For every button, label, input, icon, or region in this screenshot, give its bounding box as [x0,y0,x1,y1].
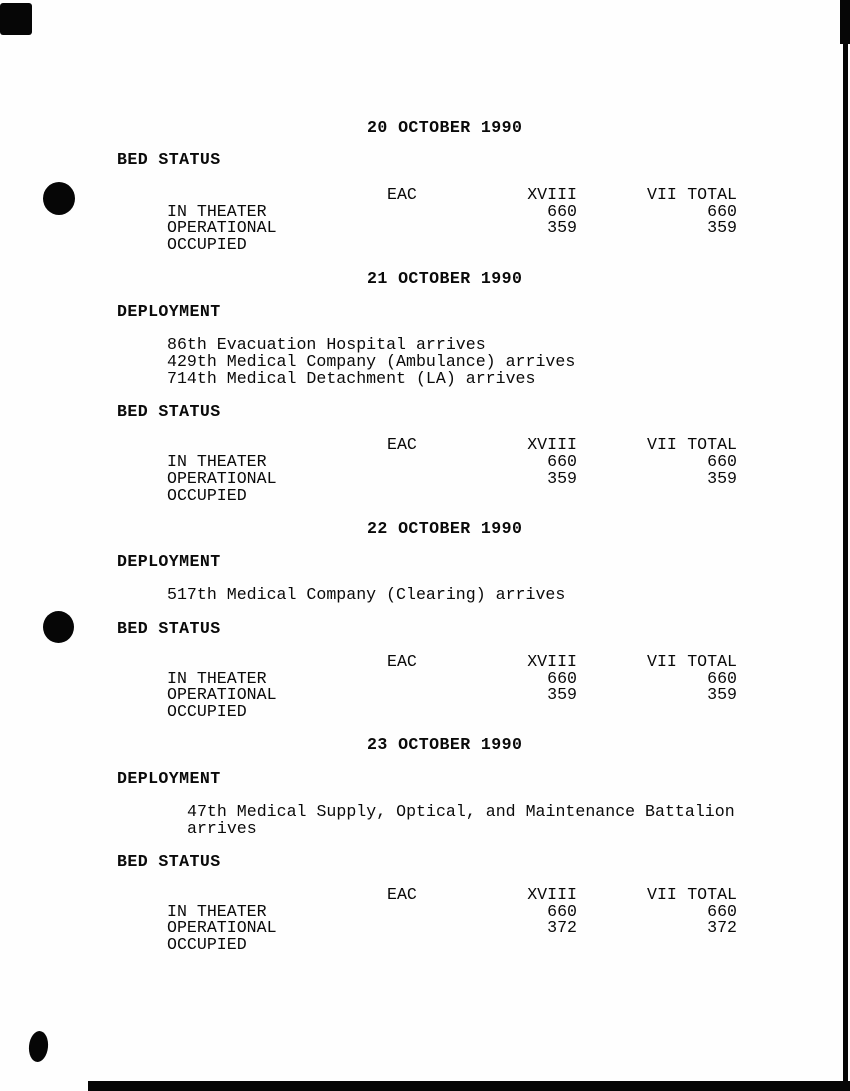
bed-status-heading: BED STATUS [117,619,221,638]
column-header-xviii: XVIII [527,885,577,904]
value-xviii: 359 [547,469,577,488]
value-total: 372 [707,918,737,937]
column-header-eac: EAC [387,652,417,671]
value-xviii: 359 [547,685,577,704]
row-label-operational: OPERATIONAL [167,469,277,488]
deployment-heading: DEPLOYMENT [117,552,221,571]
row-label-in-theater: IN THEATER [167,202,267,221]
bed-status-heading: BED STATUS [117,402,221,421]
column-header-eac: EAC [387,185,417,204]
deployment-line: 47th Medical Supply, Optical, and Maintenance Battalion [187,802,735,821]
column-header-vii: VII [647,435,677,454]
row-label-occupied: OCCUPIED [167,235,247,254]
value-xviii: 660 [547,452,577,471]
date-heading: 23 OCTOBER 1990 [367,735,523,754]
value-total: 660 [707,669,737,688]
deployment-heading: DEPLOYMENT [117,302,221,321]
value-xviii: 660 [547,669,577,688]
value-total: 359 [707,469,737,488]
hole-punch-mark-middle [43,611,74,643]
column-header-xviii: XVIII [527,185,577,204]
column-header-total: TOTAL [687,652,737,671]
value-xviii: 660 [547,902,577,921]
deployment-line: 517th Medical Company (Clearing) arrives [167,585,566,604]
value-total: 359 [707,685,737,704]
date-heading: 22 OCTOBER 1990 [367,519,523,538]
date-heading: 20 OCTOBER 1990 [367,118,523,137]
bed-table-row-operational [0,219,850,237]
column-header-total: TOTAL [687,885,737,904]
value-total: 660 [707,452,737,471]
bed-table-row-occupied [0,703,850,721]
column-header-xviii: XVIII [527,435,577,454]
row-label-occupied: OCCUPIED [167,486,247,505]
row-label-operational: OPERATIONAL [167,218,277,237]
row-label-in-theater: IN THEATER [167,902,267,921]
row-label-operational: OPERATIONAL [167,685,277,704]
deployment-line: 429th Medical Company (Ambulance) arrives [167,352,576,371]
column-header-total: TOTAL [687,185,737,204]
bed-table-row-operational [0,919,850,937]
column-header-vii: VII [647,885,677,904]
column-header-total: TOTAL [687,435,737,454]
bed-table-row-occupied [0,236,850,254]
hole-punch-mark-bottom [27,1030,49,1063]
bed-table-row-operational [0,470,850,488]
deployment-heading: DEPLOYMENT [117,769,221,788]
deployment-line-continuation: arrives [187,819,257,838]
value-xviii: 359 [547,218,577,237]
column-header-vii: VII [647,185,677,204]
value-total: 359 [707,218,737,237]
row-label-occupied: OCCUPIED [167,702,247,721]
deployment-line: 714th Medical Detachment (LA) arrives [167,369,536,388]
row-label-operational: OPERATIONAL [167,918,277,937]
column-header-vii: VII [647,652,677,671]
bed-table-row-operational [0,686,850,704]
column-header-xviii: XVIII [527,652,577,671]
row-label-occupied: OCCUPIED [167,935,247,954]
date-heading: 21 OCTOBER 1990 [367,269,523,288]
value-total: 660 [707,202,737,221]
scan-mark-top-left [0,3,32,35]
row-label-in-theater: IN THEATER [167,669,267,688]
column-header-eac: EAC [387,435,417,454]
scan-bar-bottom-edge [88,1081,850,1091]
value-total: 660 [707,902,737,921]
value-xviii: 372 [547,918,577,937]
bed-status-heading: BED STATUS [117,852,221,871]
bed-table-row-occupied [0,487,850,505]
row-label-in-theater: IN THEATER [167,452,267,471]
deployment-line: 86th Evacuation Hospital arrives [167,335,486,354]
scan-bar-right-edge-cap [840,0,850,44]
column-header-eac: EAC [387,885,417,904]
bed-table-row-occupied [0,936,850,954]
bed-status-heading: BED STATUS [117,150,221,169]
value-xviii: 660 [547,202,577,221]
